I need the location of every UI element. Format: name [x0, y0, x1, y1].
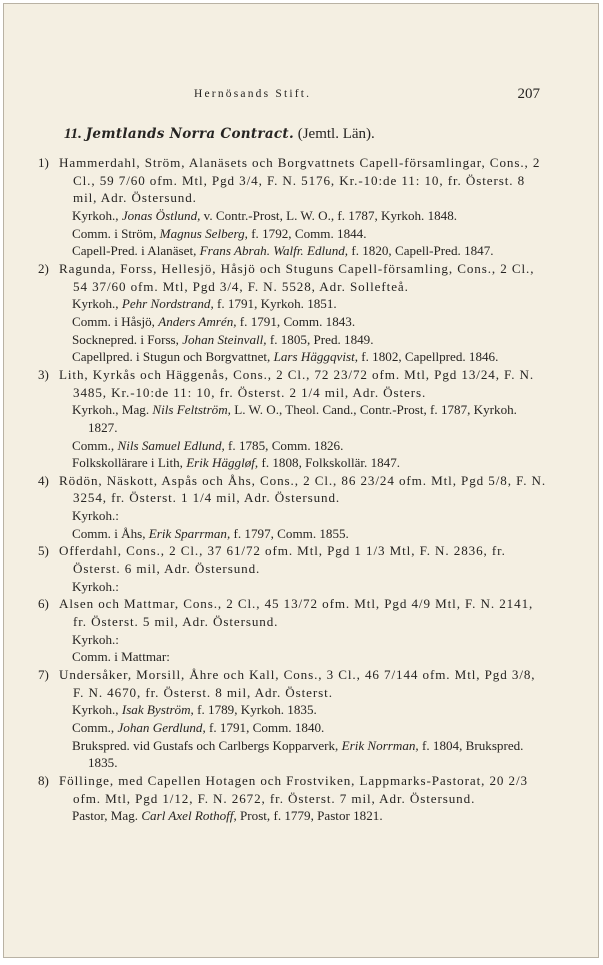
- clergy-line: [72, 454, 548, 472]
- clergy-name: Carl Axel Rothoff,: [141, 808, 237, 824]
- page-number: 207: [517, 86, 540, 102]
- clergy-name: Nils Samuel Edlund,: [117, 437, 225, 453]
- clergy-line: [72, 578, 548, 596]
- clergy-name: Lars Häggqvist,: [273, 349, 358, 365]
- clergy-details: f. 1792, Comm. 1844.: [247, 225, 367, 241]
- entry-number: 7): [38, 667, 49, 683]
- entry-number: 4): [38, 472, 49, 488]
- parish-description: Undersåker, Morsill, Åhre och Kall, Cons., 3 Cl., 46 7/144 ofm. Mtl, Pgd 3/8, F. N. 4670, fr. Österst. 8 mil, Adr. Österst.: [59, 667, 536, 700]
- clergy-name: Jonas Östlund,: [121, 207, 201, 223]
- clergy-title: Capellpred. i Stugun och Borgvattnet,: [72, 349, 274, 365]
- clergy-title: Kyrkoh.,: [72, 702, 122, 718]
- clergy-title: Folkskollärare i Lith,: [72, 455, 187, 471]
- entry-number: 6): [38, 596, 49, 612]
- clergy-line: [72, 242, 548, 260]
- clergy-title: Kyrkoh.,: [72, 207, 122, 223]
- clergy-name: Johan Steinvall,: [182, 331, 267, 347]
- clergy-details: f. 1791, Kyrkoh. 1851.: [213, 296, 337, 312]
- clergy-line: [72, 348, 548, 366]
- clergy-details: v. Contr.-Prost, L. W. O., f. 1787, Kyrkoh. 1848.: [200, 207, 458, 223]
- clergy-details: f. 1820, Capell-Pred. 1847.: [348, 243, 494, 259]
- clergy-title: Comm. i Åhs,: [72, 525, 149, 541]
- parish-description: Rödön, Näskott, Aspås och Åhs, Cons., 2 Cl., 86 23/24 ofm. Mtl, Pgd 5/8, F. N. 3254, fr. Österst. 1 1/4 mil, Adr. Östersund.: [59, 472, 547, 506]
- parish-entry: [38, 542, 548, 595]
- clergy-details: Prost, f. 1779, Pastor 1821.: [236, 808, 383, 824]
- clergy-line: [72, 313, 548, 331]
- clergy-line: [72, 631, 548, 649]
- clergy-title: Kyrkoh.:: [72, 631, 119, 647]
- clergy-details: f. 1791, Comm. 1840.: [205, 720, 325, 735]
- entry-number: 3): [38, 366, 49, 382]
- section-subtitle: (Jemtl. Län).: [297, 126, 375, 142]
- clergy-details: f. 1805, Pred. 1849.: [266, 331, 374, 347]
- clergy-title: Comm.,: [72, 437, 118, 453]
- parish-description: Offerdahl, Cons., 2 Cl., 37 61/72 ofm. Mtl, Pgd 1 1/3 Mtl, F. N. 2836, fr. Österst. 6 mil, Adr. Östersund.: [59, 543, 506, 577]
- clergy-title: Socknepred. i Forss,: [72, 331, 183, 347]
- clergy-name: Erik Norrman,: [341, 737, 419, 753]
- clergy-line: [72, 701, 548, 719]
- section-number: 11.: [64, 126, 82, 142]
- clergy-name: Erik Häggløf,: [186, 455, 259, 471]
- parish-description: Föllinge, med Capellen Hotagen och Frostviken, Lappmarks-Pastorat, 20 2/3 ofm. Mtl, Pgd 1/12, F. N. 2672, fr. Österst. 7 mil, Adr. Östersund.: [59, 772, 528, 806]
- clergy-details: f. 1808, Folkskollär. 1847.: [258, 455, 401, 471]
- clergy-title: Comm.,: [72, 720, 118, 735]
- clergy-line: [72, 807, 548, 825]
- entry-number: 2): [38, 260, 49, 276]
- clergy-line: [72, 295, 548, 313]
- clergy-name: Erik Sparrman,: [148, 525, 231, 541]
- running-title: Hernösands Stift.: [194, 88, 312, 100]
- section-heading: [64, 126, 375, 143]
- clergy-name: Magnus Selberg,: [159, 225, 248, 241]
- clergy-line: [72, 719, 548, 737]
- clergy-details: f. 1789, Kyrkoh. 1835.: [193, 702, 317, 718]
- clergy-line: [72, 401, 548, 436]
- clergy-details: f. 1804, Brukspred. 1835.: [88, 737, 524, 771]
- clergy-details: f. 1802, Capellpred. 1846.: [358, 349, 499, 365]
- parish-description: Ragunda, Forss, Hellesjö, Håsjö och Stuguns Capell-församling, Cons., 2 Cl., 54 37/60 ofm. Mtl, Pgd 3/4, F. N. 5528, Adr. Sollefteå.: [59, 260, 535, 294]
- parish-description: Lith, Kyrkås och Häggenås, Cons., 2 Cl., 72 23/72 ofm. Mtl, Pgd 13/24, F. N. 3485, Kr.-10:de 11: 10, fr. Österst. 2 1/4 mil, Adr. Östers.: [59, 366, 535, 400]
- entry-number: 5): [38, 543, 49, 559]
- clergy-line: [72, 507, 548, 525]
- clergy-name: Isak Byström,: [121, 702, 194, 718]
- clergy-line: [72, 207, 548, 225]
- parish-description: Hammerdahl, Ström, Alanäsets och Borgvattnets Capell-församlingar, Cons., 2 Cl., 59 7/60 ofm. Mtl, Pgd 3/4, F. N. 5176, Kr.-10:de 11: 10, fr. Österst. 8 mil, Adr. Östersund.: [59, 155, 541, 206]
- clergy-name: Frans Abrah. Walfr. Edlund,: [199, 243, 349, 259]
- clergy-title: Kyrkoh.,: [72, 296, 122, 312]
- clergy-details: f. 1785, Comm. 1826.: [224, 437, 344, 453]
- clergy-line: [72, 737, 548, 772]
- clergy-details: f. 1791, Comm. 1843.: [236, 313, 356, 329]
- clergy-line: [72, 225, 548, 243]
- parish-entry: [38, 154, 548, 260]
- clergy-title: Brukspred. vid Gustafs och Carlbergs Kopparverk,: [72, 737, 342, 753]
- clergy-title: Kyrkoh.:: [72, 578, 119, 594]
- parish-description: Alsen och Mattmar, Cons., 2 Cl., 45 13/72 ofm. Mtl, Pgd 4/9 Mtl, F. N. 2141, fr. Österst. 5 mil, Adr. Östersund.: [59, 596, 534, 630]
- clergy-line: [72, 437, 548, 455]
- clergy-name: Pehr Nordstrand,: [121, 296, 214, 312]
- clergy-title: Kyrkoh.:: [72, 508, 119, 524]
- clergy-title: Comm. i Ström,: [72, 225, 160, 241]
- parish-entry: [38, 472, 548, 543]
- parish-entry: [38, 366, 548, 472]
- clergy-title: Comm. i Mattmar:: [72, 649, 170, 665]
- clergy-line: [72, 648, 548, 666]
- entry-number: 1): [38, 155, 49, 170]
- parish-entry: [38, 772, 548, 825]
- parish-entry: [38, 666, 548, 772]
- clergy-line: [72, 525, 548, 543]
- document-page: [3, 3, 599, 958]
- clergy-name: Johan Gerdlund,: [117, 720, 206, 735]
- clergy-details: L. W. O., Theol. Cand., Contr.-Prost, f. 1787, Kyrkoh. 1827.: [88, 402, 517, 435]
- running-header: [60, 86, 540, 108]
- clergy-name: Nils Feltström,: [152, 402, 231, 418]
- clergy-title: Capell-Pred. i Alanäset,: [72, 243, 200, 259]
- clergy-line: [72, 331, 548, 349]
- clergy-title: Comm. i Håsjö,: [72, 313, 159, 329]
- clergy-name: Anders Amrén,: [158, 313, 237, 329]
- clergy-title: Pastor, Mag.: [72, 808, 142, 824]
- section-title: Jemtlands Norra Contract.: [85, 126, 294, 142]
- clergy-details: f. 1797, Comm. 1855.: [230, 525, 349, 541]
- clergy-title: Kyrkoh., Mag.: [72, 402, 153, 418]
- entry-number: 8): [38, 772, 49, 788]
- entries-list: [38, 154, 548, 825]
- parish-entry: [38, 260, 548, 366]
- parish-entry: [38, 595, 548, 666]
